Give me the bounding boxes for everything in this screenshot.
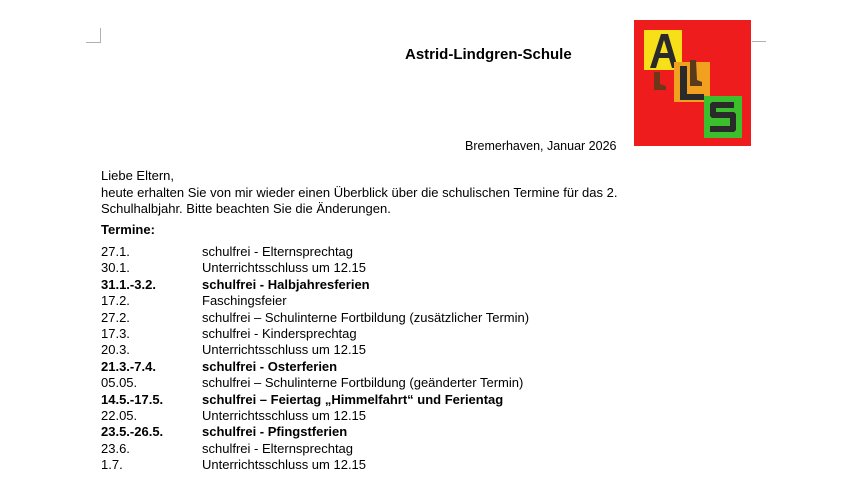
termin-description: schulfrei - Elternsprechtag <box>202 244 354 259</box>
termin-row <box>101 457 701 473</box>
termin-description: schulfrei – Feiertag „Himmelfahrt“ und Ferientag <box>202 391 504 407</box>
termin-description: schulfrei - Osterferien <box>202 358 338 374</box>
termin-date: 22.05. <box>101 407 138 423</box>
termin-description: schulfrei - Pfingstferien <box>202 424 348 440</box>
termine-heading: Termine: <box>101 222 155 237</box>
letter-line: Schulhalbjahr. Bitte beachten Sie die Änderungen. <box>101 201 391 216</box>
school-name: Astrid-Lindgren-Schule <box>405 46 572 63</box>
termin-row <box>101 260 701 276</box>
termin-date: 14.5.-17.5. <box>101 391 164 407</box>
termin-row <box>101 424 701 440</box>
termin-description: schulfrei - Halbjahresferien <box>202 276 370 292</box>
logo-letter-s <box>710 102 736 132</box>
termin-date: 30.1. <box>101 260 130 276</box>
termin-row <box>101 359 701 375</box>
termin-row <box>101 310 701 326</box>
termin-date: 27.1. <box>101 244 130 259</box>
termin-row <box>101 277 701 293</box>
termin-description: Unterrichtsschluss um 12.15 <box>202 342 367 358</box>
school-logo <box>634 20 751 146</box>
termin-row <box>101 342 701 358</box>
letter-body <box>101 168 741 218</box>
page-corner-mark <box>86 28 101 43</box>
termin-row <box>101 326 701 342</box>
place-date: Bremerhaven, Januar 2026 <box>465 139 617 153</box>
termin-description: schulfrei - Kindersprechtag <box>202 325 357 341</box>
termin-row <box>101 392 701 408</box>
termin-row <box>101 441 701 457</box>
termin-description: Unterrichtsschluss um 12.15 <box>202 457 367 473</box>
termine-list <box>101 244 701 473</box>
termin-date: 23.5.-26.5. <box>101 424 164 440</box>
termin-date: 23.6. <box>101 440 130 456</box>
termin-description: schulfrei - Elternsprechtag <box>202 440 354 456</box>
letter-line: heute erhalten Sie von mir wieder einen Überblick über die schulischen Termine für das 2. <box>101 184 618 200</box>
termin-row <box>101 408 701 424</box>
termin-description: schulfrei – Schulinterne Fortbildung (geänderter Termin) <box>202 375 524 391</box>
termin-date: 05.05. <box>101 375 138 391</box>
termin-date: 20.3. <box>101 342 130 358</box>
termin-date: 17.3. <box>101 325 130 341</box>
page-margin-mark <box>752 41 766 42</box>
termin-row <box>101 244 701 260</box>
termin-row <box>101 293 701 309</box>
termin-description: Faschingsfeier <box>202 293 287 309</box>
termin-date: 17.2. <box>101 293 130 309</box>
termin-date: 1.7. <box>101 457 123 473</box>
termin-date: 27.2. <box>101 309 130 325</box>
termin-description: Unterrichtsschluss um 12.15 <box>202 407 367 423</box>
termin-date: 31.1.-3.2. <box>101 276 156 292</box>
termin-description: schulfrei – Schulinterne Fortbildung (zusätzlicher Termin) <box>202 309 530 325</box>
termin-description: Unterrichtsschluss um 12.15 <box>202 260 367 276</box>
termin-row <box>101 375 701 391</box>
termin-date: 21.3.-7.4. <box>101 358 156 374</box>
letter-greeting: Liebe Eltern, <box>101 168 174 183</box>
